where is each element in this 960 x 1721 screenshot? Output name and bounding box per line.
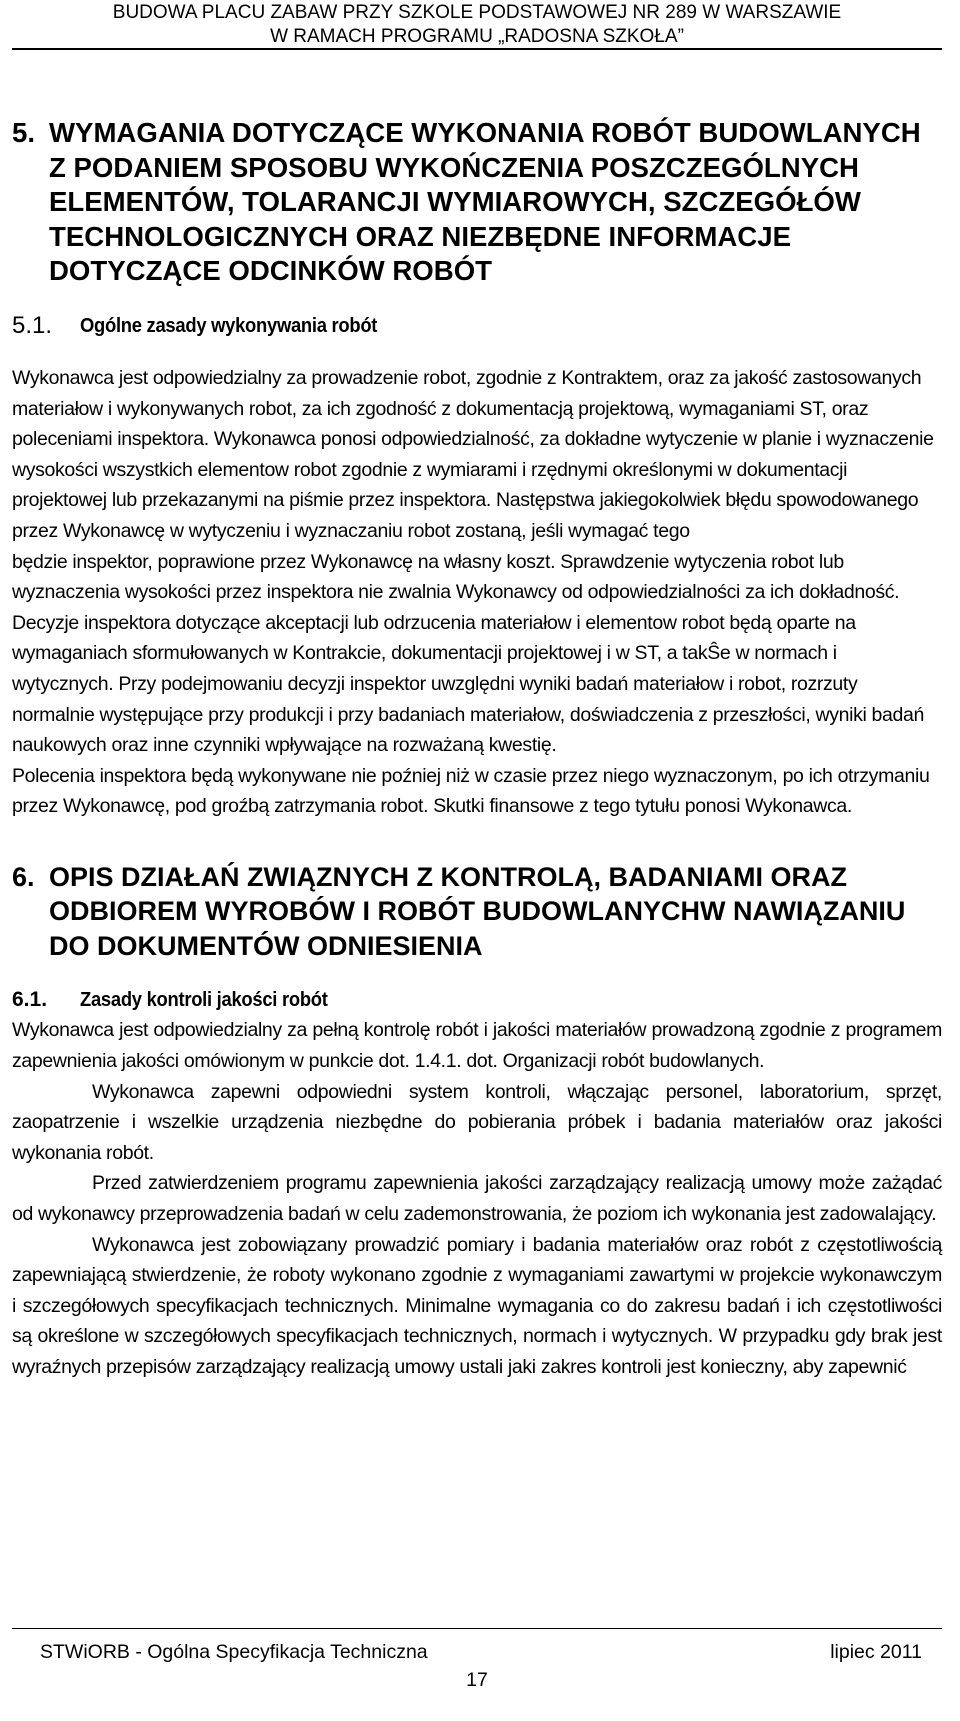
section-6-1-paragraph-2: Wykonawca zapewni odpowiedni system kontroli, włączając personel, laboratorium, sprzęt, zaopatrzenie i wszelkie urządzenia niezbędne do pobierania próbek i badania materiałów oraz jakości wykonania robót. [12,1080,942,1164]
section-6-1 [12,985,942,1382]
section-5-1 [12,311,942,822]
section-5-1-number: 5.1. [12,311,53,339]
section-5-heading [12,116,942,289]
section-5-title: WYMAGANIA DOTYCZĄCE WYKONANIA ROBÓT BUDOWLANYCH Z PODANIEM SPOSOBU WYKOŃCZENIA POSZCZEGÓLNYCH ELEMENTÓW, TOLARANCJI WYMIAROWYCH, SZCZEGÓŁÓW TECHNOLOGICZNYCH ORAZ NIEZBĘDNE INFORMACJE DOTYCZĄCE ODCINKÓW ROBÓT [49,117,921,287]
section-5-1-title: Ogólne zasady wykonywania robót [80,314,378,337]
footer-document-title: STWiORB - Ogólna Specyfikacja Techniczna [40,1641,428,1663]
section-5-number: 5. [12,117,36,148]
section-6-1-paragraph-4: Wykonawca jest zobowiązany prowadzić pomiary i badania materiałów oraz robót z częstotliwością zapewniającą stwierdzenie, że roboty wykonano zgodnie z wymaganiami zawartymi w projekcie wykonawczym i szczegółowych specyfikacjach technicznych. Minimalne wymagania co do zakresu badań i ich częstotliwości są określone w szczegółowych specyfikacjach technicznych, normach i wytycznych. W przypadku gdy brak jest wyraźnych przepisów zarządzający realizacją umowy ustali jaki zakres kontroli jest konieczny, aby zapewnić [12,1233,942,1378]
section-5-1-heading [12,311,942,341]
section-6-1-paragraph-1: Wykonawca jest odpowiedzialny za pełną kontrolę robót i jakości materiałów prowadzoną zgodnie z programem zapewnienia jakości omówionym w punkcie dot. 1.4.1. dot. Organizacji robót budowlanych. [12,1019,942,1072]
footer-date: lipiec 2011 [830,1641,922,1663]
header-line-1: BUDOWA PLACU ZABAW PRZY SZKOLE PODSTAWOWEJ NR 289 W WARSZAWIE [112,2,842,23]
page-header [12,0,942,50]
section-5-1-paragraph-part-3: Polecenia inspektora będą wykonywane nie poźniej niż w czasie przez niego wyznaczonym, po ich otrzymaniu przez Wykonawcę, pod groźbą zatrzymania robot. Skutki finansowe z tego tytułu ponosi Wykonawca. [12,764,930,818]
section-5-1-paragraph [12,363,942,822]
section-5-1-paragraph-part-2: będzie inspektor, poprawione przez Wykonawcę na własny koszt. Sprawdzenie wytyczenia robot lub wyznaczenia wysokości przez inspektora nie zwalnia Wykonawcy od odpowiedzialności za ich dokładność. Decyzje inspektora dotyczące akceptacji lub odrzucenia materiałow i elementow robot będą oparte na wymaganiach sformułowanych w Kontrakcie, dokumentacji projektowej i w ST, a takŜe w normach i wytycznych. Przy podejmowaniu decyzji inspektor uwzględni wyniki badań materiałow i robot, rozrzuty normalnie występujące przy produkcji i przy badaniach materiałow, doświadczenia z przeszłości, wyniki badań naukowych oraz inne czynniki wpływające na rozważaną kwestię. [12,550,925,757]
section-6-title: OPIS DZIAŁAŃ ZWIĄZNYCH Z KONTROLĄ, BADANIAMI ORAZ ODBIOREM WYROBÓW I ROBÓT BUDOWLANYCHW NAWIĄZANIU DO DOKUMENTÓW ODNIESIENIA [49,861,906,961]
section-6-1-title: Zasady kontroli jakości robót [80,989,328,1012]
page-footer [12,1628,942,1693]
section-6-number: 6. [12,861,35,892]
page-number: 17 [466,1669,488,1691]
section-6-1-heading [12,985,942,1015]
section-6-heading [12,860,942,964]
section-6-1-paragraph-3: Przed zatwierdzeniem programu zapewnienia jakości zarządzający realizacją umowy może zażądać od wykonawcy przeprowadzenia badań w celu zademonstrowania, że poziom ich wykonania jest zadowalający. [12,1172,942,1225]
section-6-1-number: 6.1. [12,988,48,1012]
header-line-2: W RAMACH PROGRAMU „RADOSNA SZKOŁA” [270,26,684,47]
section-5-1-paragraph-part-1: Wykonawca jest odpowiedzialny za prowadzenie robot, zgodnie z Kontraktem, oraz za jakość zastosowanych materiałow i wykonywanych robot, za ich zgodność z dokumentacją projektową, wymaganiami ST, oraz poleceniami inspektora. Wykonawca ponosi odpowiedzialność, za dokładne wytyczenie w planie i wyznaczenie wysokości wszystkich elementow robot zgodnie z wymiarami i rzędnymi określonymi w dokumentacji projektowej lub przekazanymi na piśmie przez inspektora. Następstwa jakiegokolwiek błędu spowodowanego przez Wykonawcę w wytyczeniu i wyznaczaniu robot zostaną, jeśli wymagać tego [12,366,934,542]
section-5 [12,116,942,822]
section-6 [12,860,942,1383]
